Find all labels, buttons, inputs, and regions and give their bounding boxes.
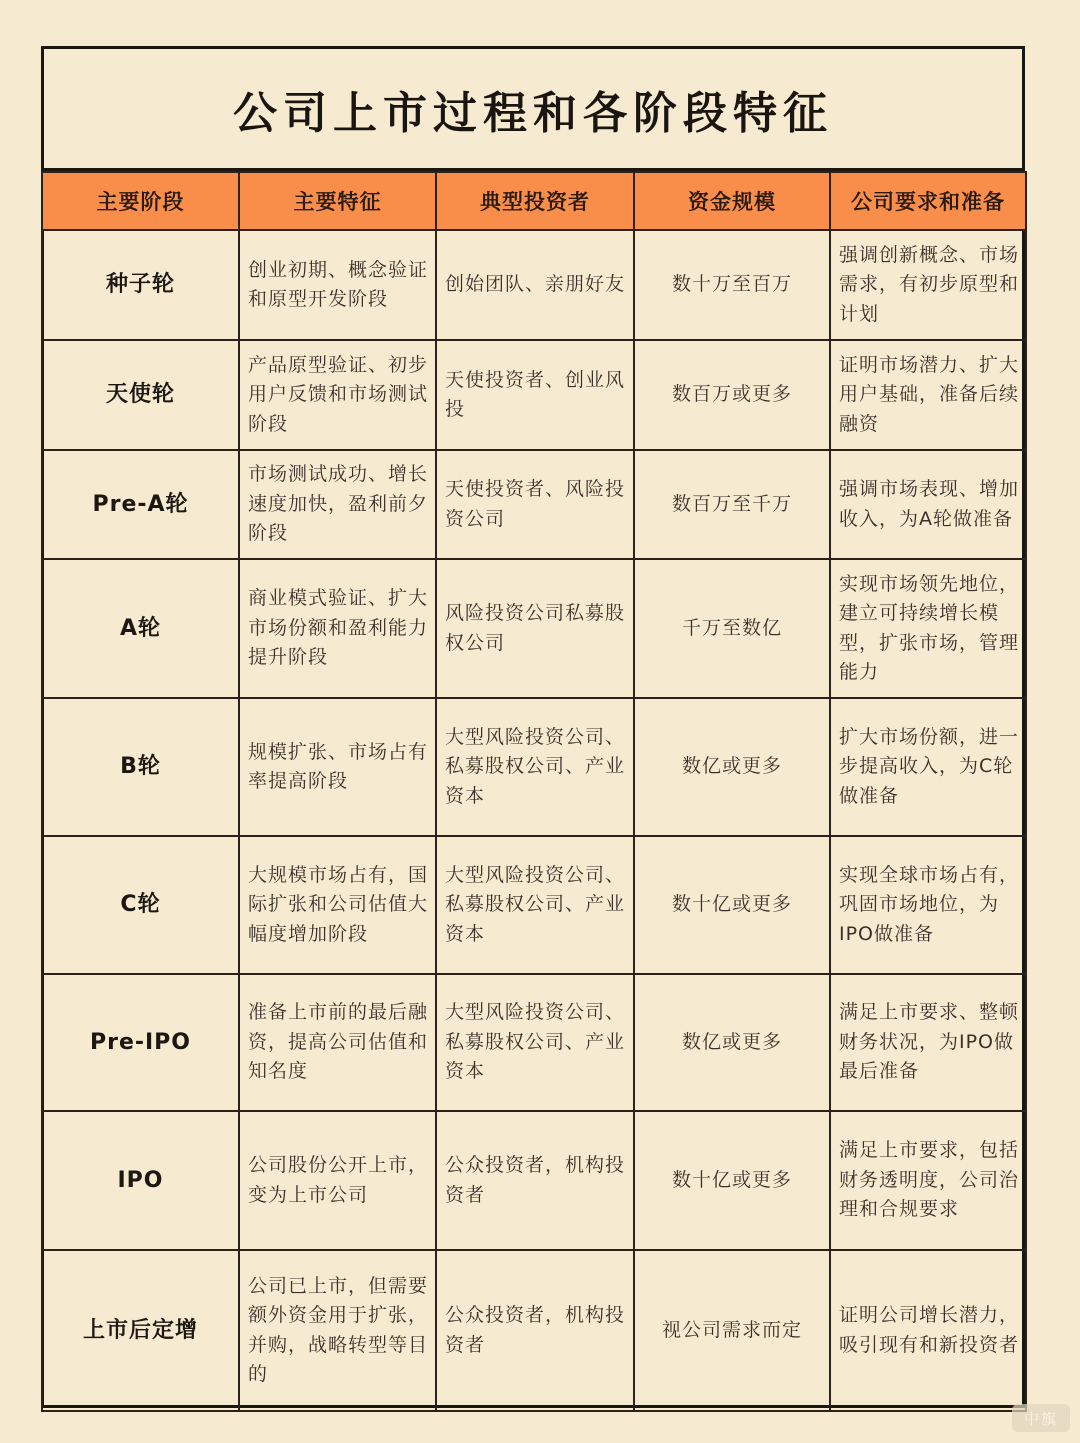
cell-funding: 数百万或更多 <box>634 340 830 450</box>
table-row <box>42 230 1026 340</box>
header-investors: 典型投资者 <box>436 172 634 230</box>
cell-investors: 大型风险投资公司、私募股权公司、产业资本 <box>436 698 634 836</box>
cell-features: 大规模市场占有，国际扩张和公司估值大幅度增加阶段 <box>239 836 436 974</box>
cell-stage: IPO <box>42 1111 239 1250</box>
table-row <box>42 340 1026 450</box>
title-box <box>44 49 1022 171</box>
table-frame <box>41 46 1025 1408</box>
cell-requirements: 证明市场潜力、扩大用户基础，准备后续融资 <box>830 340 1026 450</box>
cell-stage: 天使轮 <box>42 340 239 450</box>
cell-investors: 公众投资者，机构投资者 <box>436 1111 634 1250</box>
table-row <box>42 450 1026 559</box>
cell-features: 准备上市前的最后融资，提高公司估值和知名度 <box>239 974 436 1111</box>
cell-stage: A轮 <box>42 559 239 698</box>
cell-funding: 数亿或更多 <box>634 698 830 836</box>
cell-features: 产品原型验证、初步用户反馈和市场测试阶段 <box>239 340 436 450</box>
cell-investors: 大型风险投资公司、私募股权公司、产业资本 <box>436 836 634 974</box>
page-title: 公司上市过程和各阶段特征 <box>233 87 833 139</box>
cell-stage: 种子轮 <box>42 230 239 340</box>
header-funding: 资金规模 <box>634 172 830 230</box>
watermark: 中旗 <box>1012 1404 1070 1432</box>
cell-stage: 上市后定增 <box>42 1250 239 1411</box>
header-features: 主要特征 <box>239 172 436 230</box>
cell-investors: 风险投资公司私募股权公司 <box>436 559 634 698</box>
table-row <box>42 836 1026 974</box>
cell-investors: 创始团队、亲朋好友 <box>436 230 634 340</box>
cell-requirements: 强调创新概念、市场需求，有初步原型和计划 <box>830 230 1026 340</box>
table-row <box>42 698 1026 836</box>
cell-features: 规模扩张、市场占有率提高阶段 <box>239 698 436 836</box>
cell-requirements: 证明公司增长潜力，吸引现有和新投资者 <box>830 1250 1026 1411</box>
cell-features: 公司已上市，但需要额外资金用于扩张，并购，战略转型等目的 <box>239 1250 436 1411</box>
cell-stage: B轮 <box>42 698 239 836</box>
cell-requirements: 扩大市场份额，进一步提高收入，为C轮做准备 <box>830 698 1026 836</box>
cell-requirements: 满足上市要求，包括财务透明度，公司治理和合规要求 <box>830 1111 1026 1250</box>
table-row <box>42 559 1026 698</box>
header-stage: 主要阶段 <box>42 172 239 230</box>
cell-funding: 视公司需求而定 <box>634 1250 830 1411</box>
cell-funding: 数十亿或更多 <box>634 1111 830 1250</box>
cell-funding: 数十亿或更多 <box>634 836 830 974</box>
cell-requirements: 实现全球市场占有，巩固市场地位，为IPO做准备 <box>830 836 1026 974</box>
cell-funding: 千万至数亿 <box>634 559 830 698</box>
cell-features: 商业模式验证、扩大市场份额和盈利能力提升阶段 <box>239 559 436 698</box>
header-requirements: 公司要求和准备 <box>830 172 1026 230</box>
cell-funding: 数十万至百万 <box>634 230 830 340</box>
stages-table <box>41 171 1027 1412</box>
cell-requirements: 实现市场领先地位，建立可持续增长模型，扩张市场，管理能力 <box>830 559 1026 698</box>
cell-features: 市场测试成功、增长速度加快，盈利前夕阶段 <box>239 450 436 559</box>
cell-investors: 天使投资者、风险投资公司 <box>436 450 634 559</box>
cell-stage: Pre-IPO <box>42 974 239 1111</box>
cell-funding: 数百万至千万 <box>634 450 830 559</box>
cell-stage: C轮 <box>42 836 239 974</box>
cell-requirements: 满足上市要求、整顿财务状况，为IPO做最后准备 <box>830 974 1026 1111</box>
cell-requirements: 强调市场表现、增加收入，为A轮做准备 <box>830 450 1026 559</box>
cell-investors: 公众投资者，机构投资者 <box>436 1250 634 1411</box>
cell-investors: 大型风险投资公司、私募股权公司、产业资本 <box>436 974 634 1111</box>
cell-investors: 天使投资者、创业风投 <box>436 340 634 450</box>
cell-features: 公司股份公开上市，变为上市公司 <box>239 1111 436 1250</box>
header-row <box>42 172 1026 230</box>
cell-funding: 数亿或更多 <box>634 974 830 1111</box>
table-row <box>42 974 1026 1111</box>
table-row <box>42 1111 1026 1250</box>
table-row <box>42 1250 1026 1411</box>
cell-features: 创业初期、概念验证和原型开发阶段 <box>239 230 436 340</box>
cell-stage: Pre-A轮 <box>42 450 239 559</box>
